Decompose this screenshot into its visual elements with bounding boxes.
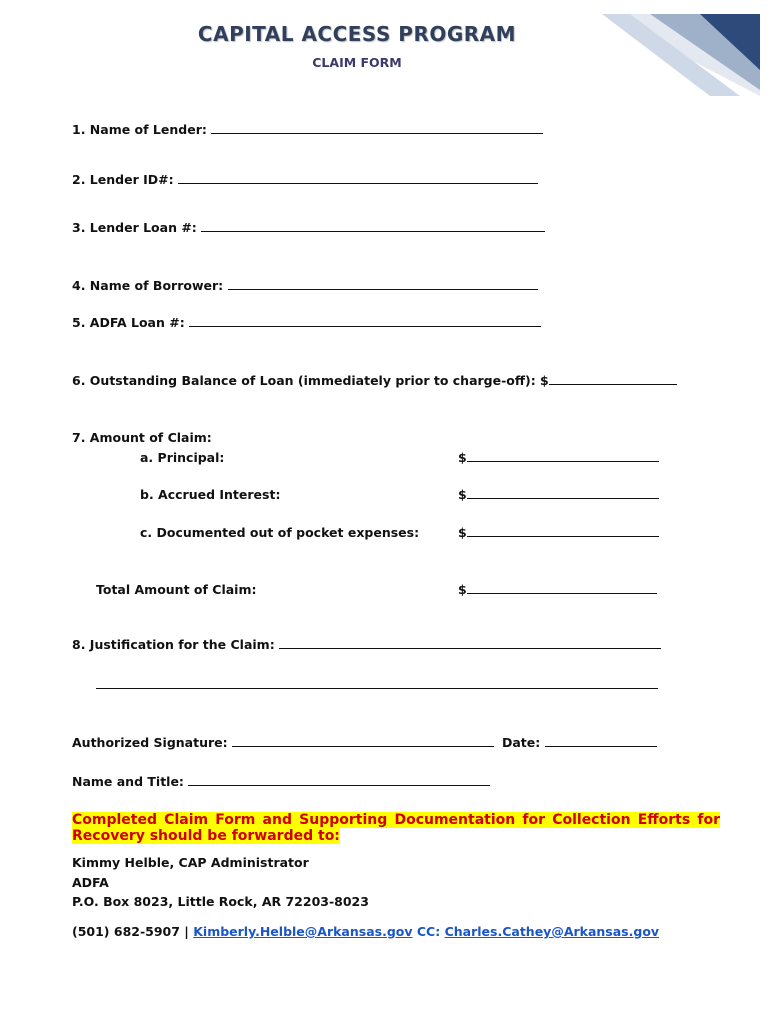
signature-blank[interactable] (232, 735, 494, 747)
field-label: 5. ADFA Loan #: (72, 315, 185, 330)
lender-id-blank[interactable] (178, 172, 538, 184)
field-outstanding-balance (72, 373, 677, 388)
date-field (502, 735, 657, 750)
field-amount-of-claim: 7. Amount of Claim: (72, 430, 212, 445)
field-lender-name (72, 122, 543, 137)
accrued-interest-blank[interactable] (467, 487, 659, 499)
submission-notice (72, 812, 720, 844)
contact-line (72, 924, 659, 939)
cc-label: CC: (416, 924, 441, 939)
justification-blank-line-2[interactable] (96, 688, 658, 689)
field-label: Date: (502, 735, 541, 750)
contact-org: ADFA (72, 875, 109, 890)
total-claim-blank[interactable] (467, 582, 657, 594)
field-label: 3. Lender Loan #: (72, 220, 197, 235)
authorized-signature (72, 735, 494, 750)
total-claim-amount (458, 582, 657, 597)
field-label: 2. Lender ID#: (72, 172, 174, 187)
dollar-sign: $ (458, 582, 467, 597)
field-label: 8. Justification for the Claim: (72, 637, 275, 652)
justification-blank[interactable] (279, 637, 661, 649)
email-link-helble[interactable]: Kimberly.Helble@Arkansas.gov (193, 924, 413, 939)
field-label: Name and Title: (72, 774, 184, 789)
principal-amount (458, 450, 659, 465)
expenses-blank[interactable] (467, 525, 659, 537)
expenses-amount (458, 525, 659, 540)
accrued-interest-label: b. Accrued Interest: (140, 487, 281, 502)
contact-address: P.O. Box 8023, Little Rock, AR 72203-8023 (72, 894, 369, 909)
field-justification (72, 637, 661, 652)
dollar-sign: $ (458, 450, 467, 465)
field-adfa-loan (72, 315, 541, 330)
lender-loan-blank[interactable] (201, 220, 545, 232)
date-blank[interactable] (545, 735, 657, 747)
form-subtitle: CLAIM FORM (312, 55, 402, 70)
accrued-interest-amount (458, 487, 659, 502)
phone-number: (501) 682-5907 | (72, 924, 189, 939)
email-link-cathey[interactable]: Charles.Cathey@Arkansas.gov (444, 924, 660, 939)
notice-line-1: Completed Claim Form and Supporting Documentation for Collection Efforts for (72, 812, 720, 828)
field-label: 6. Outstanding Balance of Loan (immediately prior to charge-off): $ (72, 373, 549, 388)
name-and-title (72, 774, 490, 789)
field-label: 4. Name of Borrower: (72, 278, 224, 293)
total-claim-label: Total Amount of Claim: (96, 582, 257, 597)
field-label: 1. Name of Lender: (72, 122, 207, 137)
borrower-name-blank[interactable] (228, 278, 538, 290)
name-title-blank[interactable] (188, 774, 490, 786)
outstanding-balance-blank[interactable] (549, 373, 677, 385)
form-title: CAPITAL ACCESS PROGRAM (197, 22, 517, 46)
dollar-sign: $ (458, 525, 467, 540)
adfa-loan-blank[interactable] (189, 315, 541, 327)
corner-decoration (590, 0, 770, 100)
principal-label: a. Principal: (140, 450, 225, 465)
dollar-sign: $ (458, 487, 467, 502)
field-label: Authorized Signature: (72, 735, 228, 750)
field-lender-id (72, 172, 538, 187)
field-lender-loan (72, 220, 545, 235)
field-borrower-name (72, 278, 538, 293)
expenses-label: c. Documented out of pocket expenses: (140, 525, 420, 540)
principal-blank[interactable] (467, 450, 659, 462)
notice-line-2: Recovery should be forwarded to: (72, 828, 340, 844)
lender-name-blank[interactable] (211, 122, 543, 134)
contact-name: Kimmy Helble, CAP Administrator (72, 855, 309, 870)
